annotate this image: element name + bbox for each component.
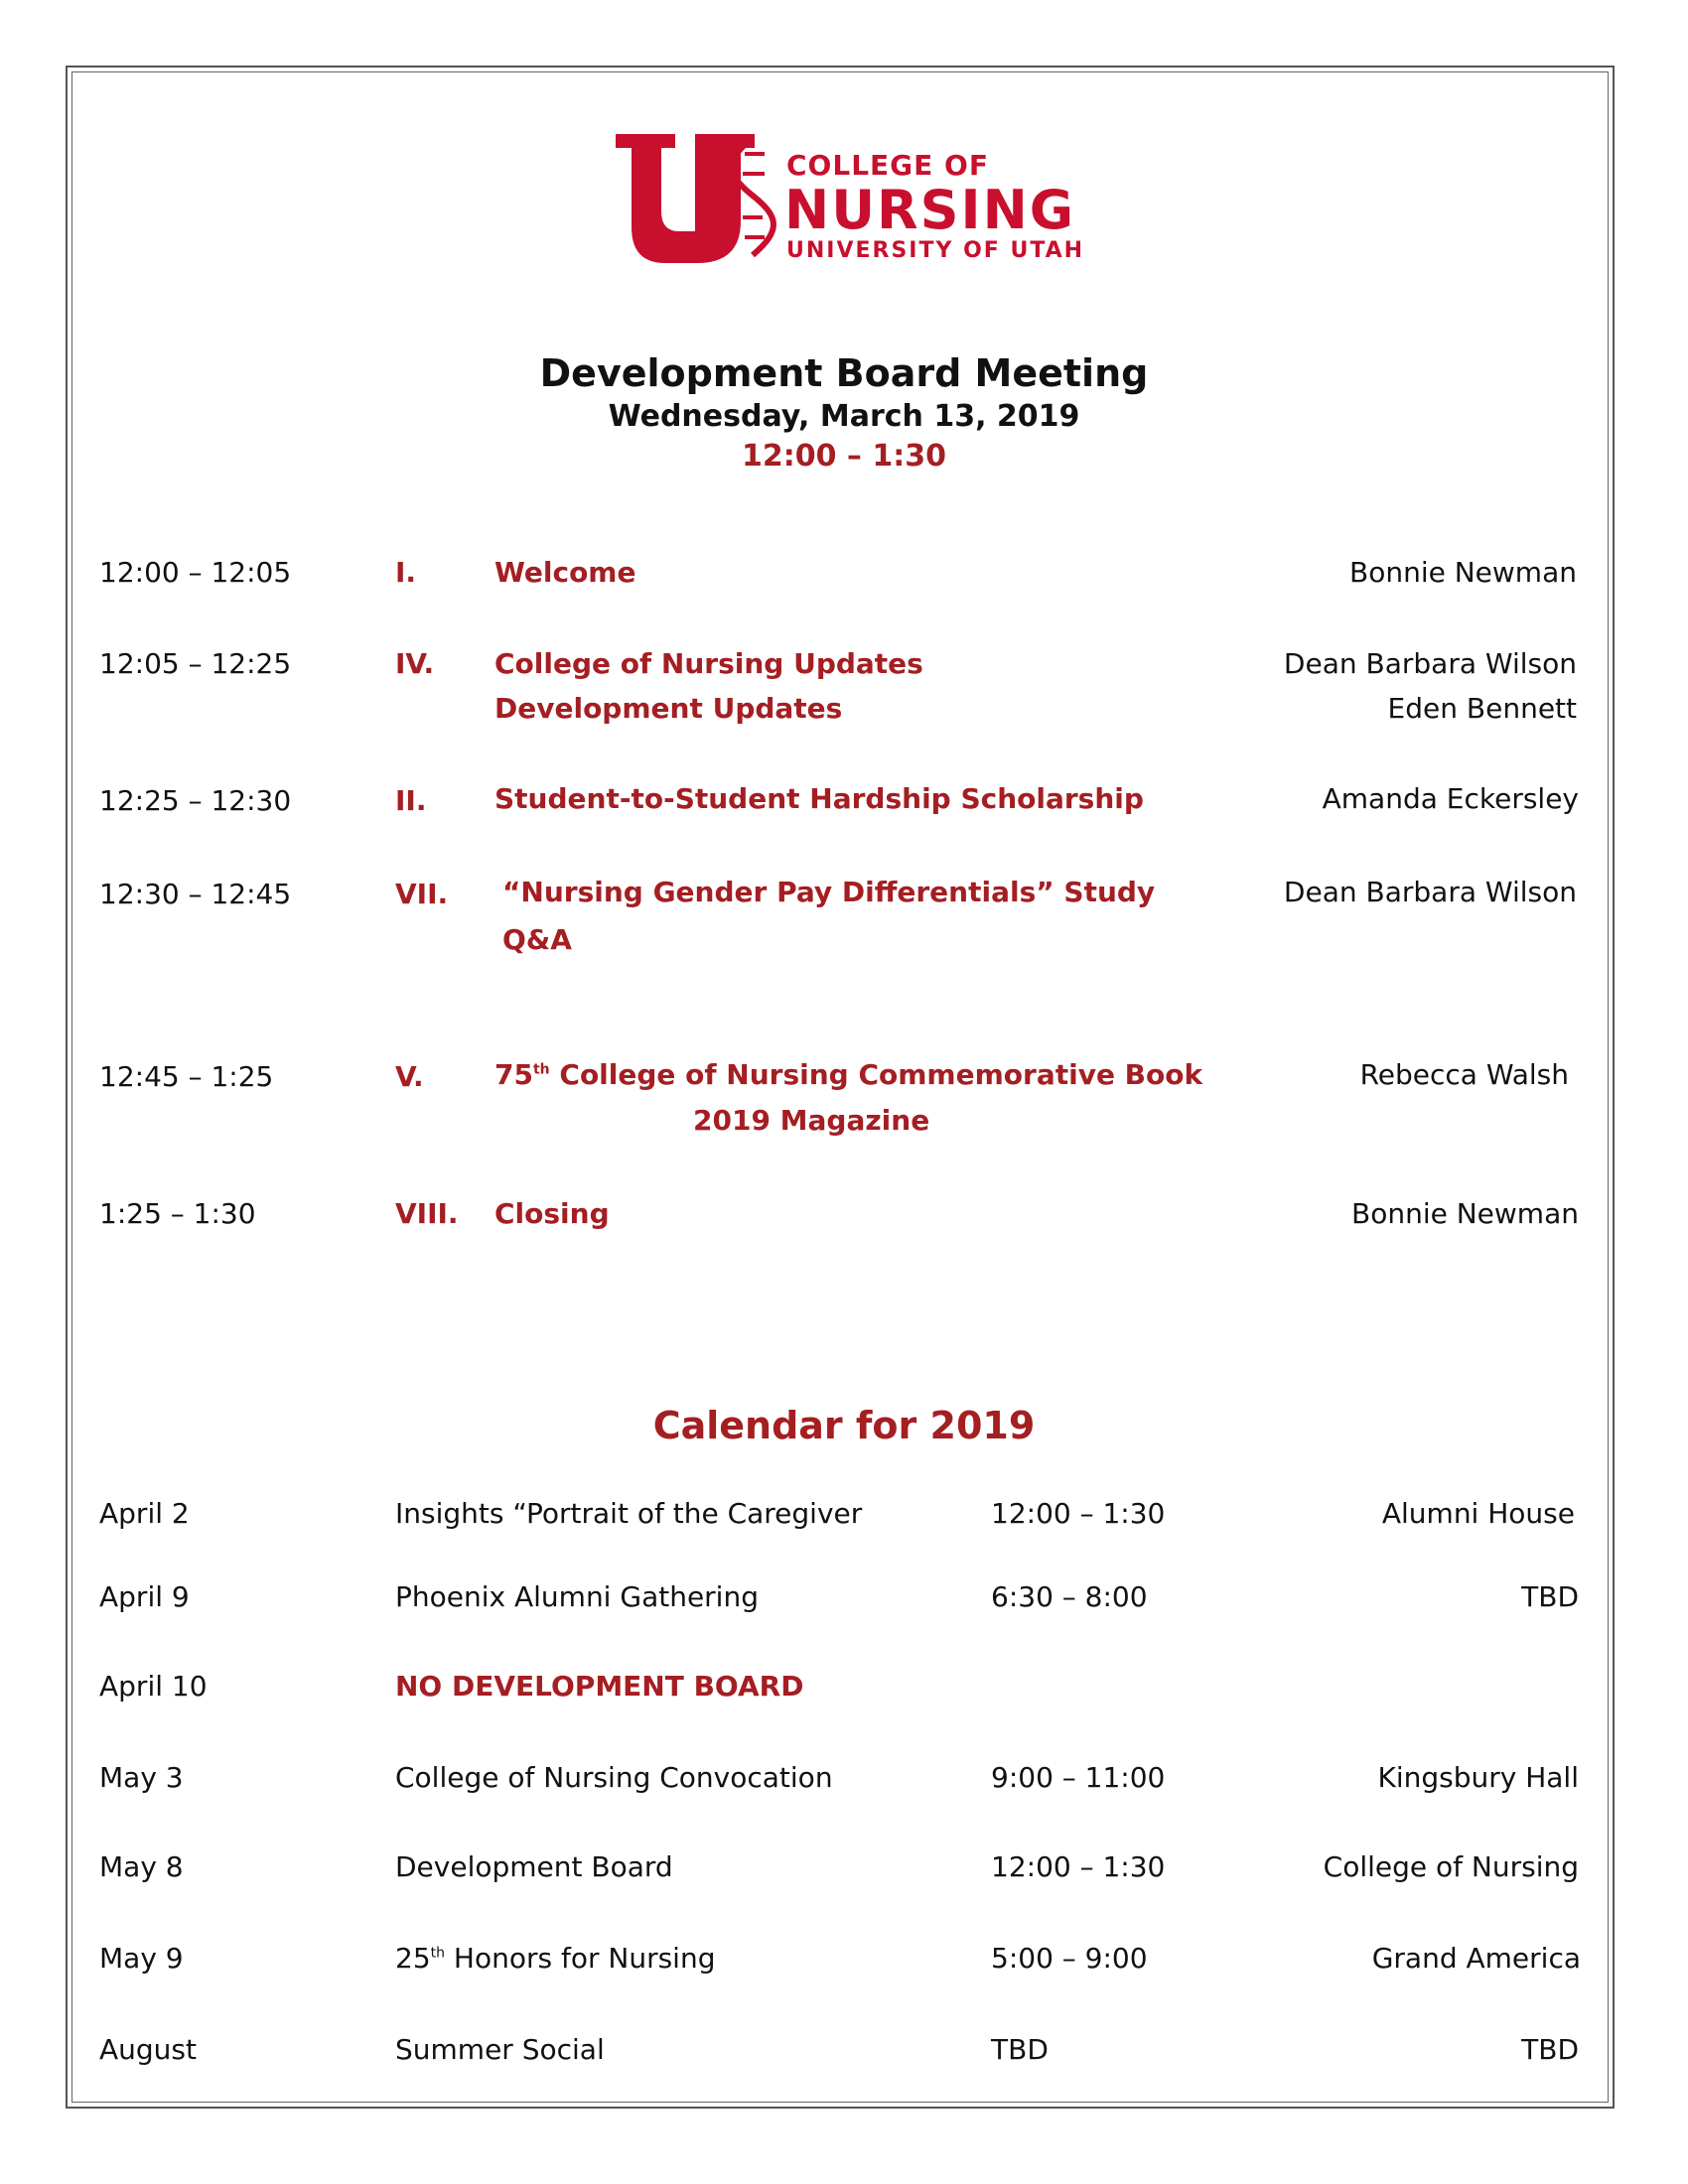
calendar-location: Grand America [1371, 1942, 1581, 1975]
agenda-time: 12:45 – 1:25 [99, 1060, 274, 1093]
meeting-date: Wednesday, March 13, 2019 [608, 399, 1080, 434]
meeting-title: Development Board Meeting [539, 351, 1149, 395]
calendar-time: 5:00 – 9:00 [991, 1942, 1148, 1975]
agenda-item: 75th College of Nursing Commemorative Book [494, 1058, 1203, 1091]
agenda-item: Q&A [502, 923, 572, 956]
calendar-event: 25th Honors for Nursing [395, 1942, 716, 1975]
agenda-time: 12:25 – 12:30 [99, 784, 292, 817]
agenda-item: College of Nursing Updates [494, 647, 923, 680]
agenda-presenter: Dean Barbara Wilson [1283, 876, 1577, 908]
agenda-number: I. [395, 556, 417, 589]
calendar-event: Summer Social [395, 2033, 605, 2066]
agenda-item: “Nursing Gender Pay Differentials” Study [502, 876, 1156, 908]
agenda-item: Development Updates [494, 692, 843, 725]
calendar-event: Insights “Portrait of the Caregiver [395, 1497, 863, 1530]
agenda-item: Closing [494, 1197, 610, 1230]
agenda-number: V. [395, 1060, 424, 1093]
meeting-time: 12:00 – 1:30 [741, 439, 946, 474]
agenda-presenter: Eden Bennett [1387, 692, 1577, 725]
calendar-time: 12:00 – 1:30 [991, 1497, 1166, 1530]
calendar-date: August [99, 2033, 197, 2066]
logo-line2: NURSING [784, 179, 1076, 241]
calendar-date: April 2 [99, 1497, 190, 1530]
agenda-number: IV. [395, 647, 435, 680]
agenda-item: 2019 Magazine [693, 1104, 930, 1137]
logo-line1: COLLEGE OF [786, 149, 989, 182]
agenda-presenter: Dean Barbara Wilson [1283, 647, 1577, 680]
agenda-number: II. [395, 784, 427, 817]
agenda-presenter: Rebecca Walsh [1359, 1058, 1569, 1091]
calendar-location: Alumni House [1381, 1497, 1575, 1530]
agenda-number: VIII. [395, 1197, 459, 1230]
agenda-time: 12:00 – 12:05 [99, 556, 292, 589]
calendar-title: Calendar for 2019 [652, 1404, 1036, 1447]
calendar-event: Phoenix Alumni Gathering [395, 1580, 759, 1613]
calendar-date: May 3 [99, 1761, 184, 1794]
calendar-event: NO DEVELOPMENT BOARD [395, 1670, 804, 1703]
calendar-time: 12:00 – 1:30 [991, 1850, 1166, 1883]
agenda-presenter: Bonnie Newman [1351, 1197, 1579, 1230]
agenda-time: 12:05 – 12:25 [99, 647, 292, 680]
agenda-number: VII. [395, 878, 449, 910]
agenda-presenter: Bonnie Newman [1349, 556, 1577, 589]
agenda-time: 1:25 – 1:30 [99, 1197, 256, 1230]
calendar-time: 9:00 – 11:00 [991, 1761, 1166, 1794]
calendar-date: April 10 [99, 1670, 208, 1703]
calendar-event: Development Board [395, 1850, 673, 1883]
agenda-time: 12:30 – 12:45 [99, 878, 292, 910]
logo-line3: UNIVERSITY OF UTAH [786, 238, 1085, 263]
calendar-event: College of Nursing Convocation [395, 1761, 833, 1794]
calendar-location: College of Nursing [1323, 1850, 1579, 1883]
agenda-item: Welcome [494, 556, 636, 589]
calendar-date: April 9 [99, 1580, 190, 1613]
agenda-item: Student-to-Student Hardship Scholarship [494, 782, 1144, 815]
calendar-time: 6:30 – 8:00 [991, 1580, 1148, 1613]
calendar-date: May 9 [99, 1942, 184, 1975]
calendar-time: TBD [991, 2033, 1049, 2066]
agenda-presenter: Amanda Eckersley [1322, 782, 1579, 815]
calendar-date: May 8 [99, 1850, 184, 1883]
calendar-location: TBD [1521, 1580, 1579, 1613]
calendar-location: TBD [1521, 2033, 1579, 2066]
calendar-location: Kingsbury Hall [1377, 1761, 1579, 1794]
